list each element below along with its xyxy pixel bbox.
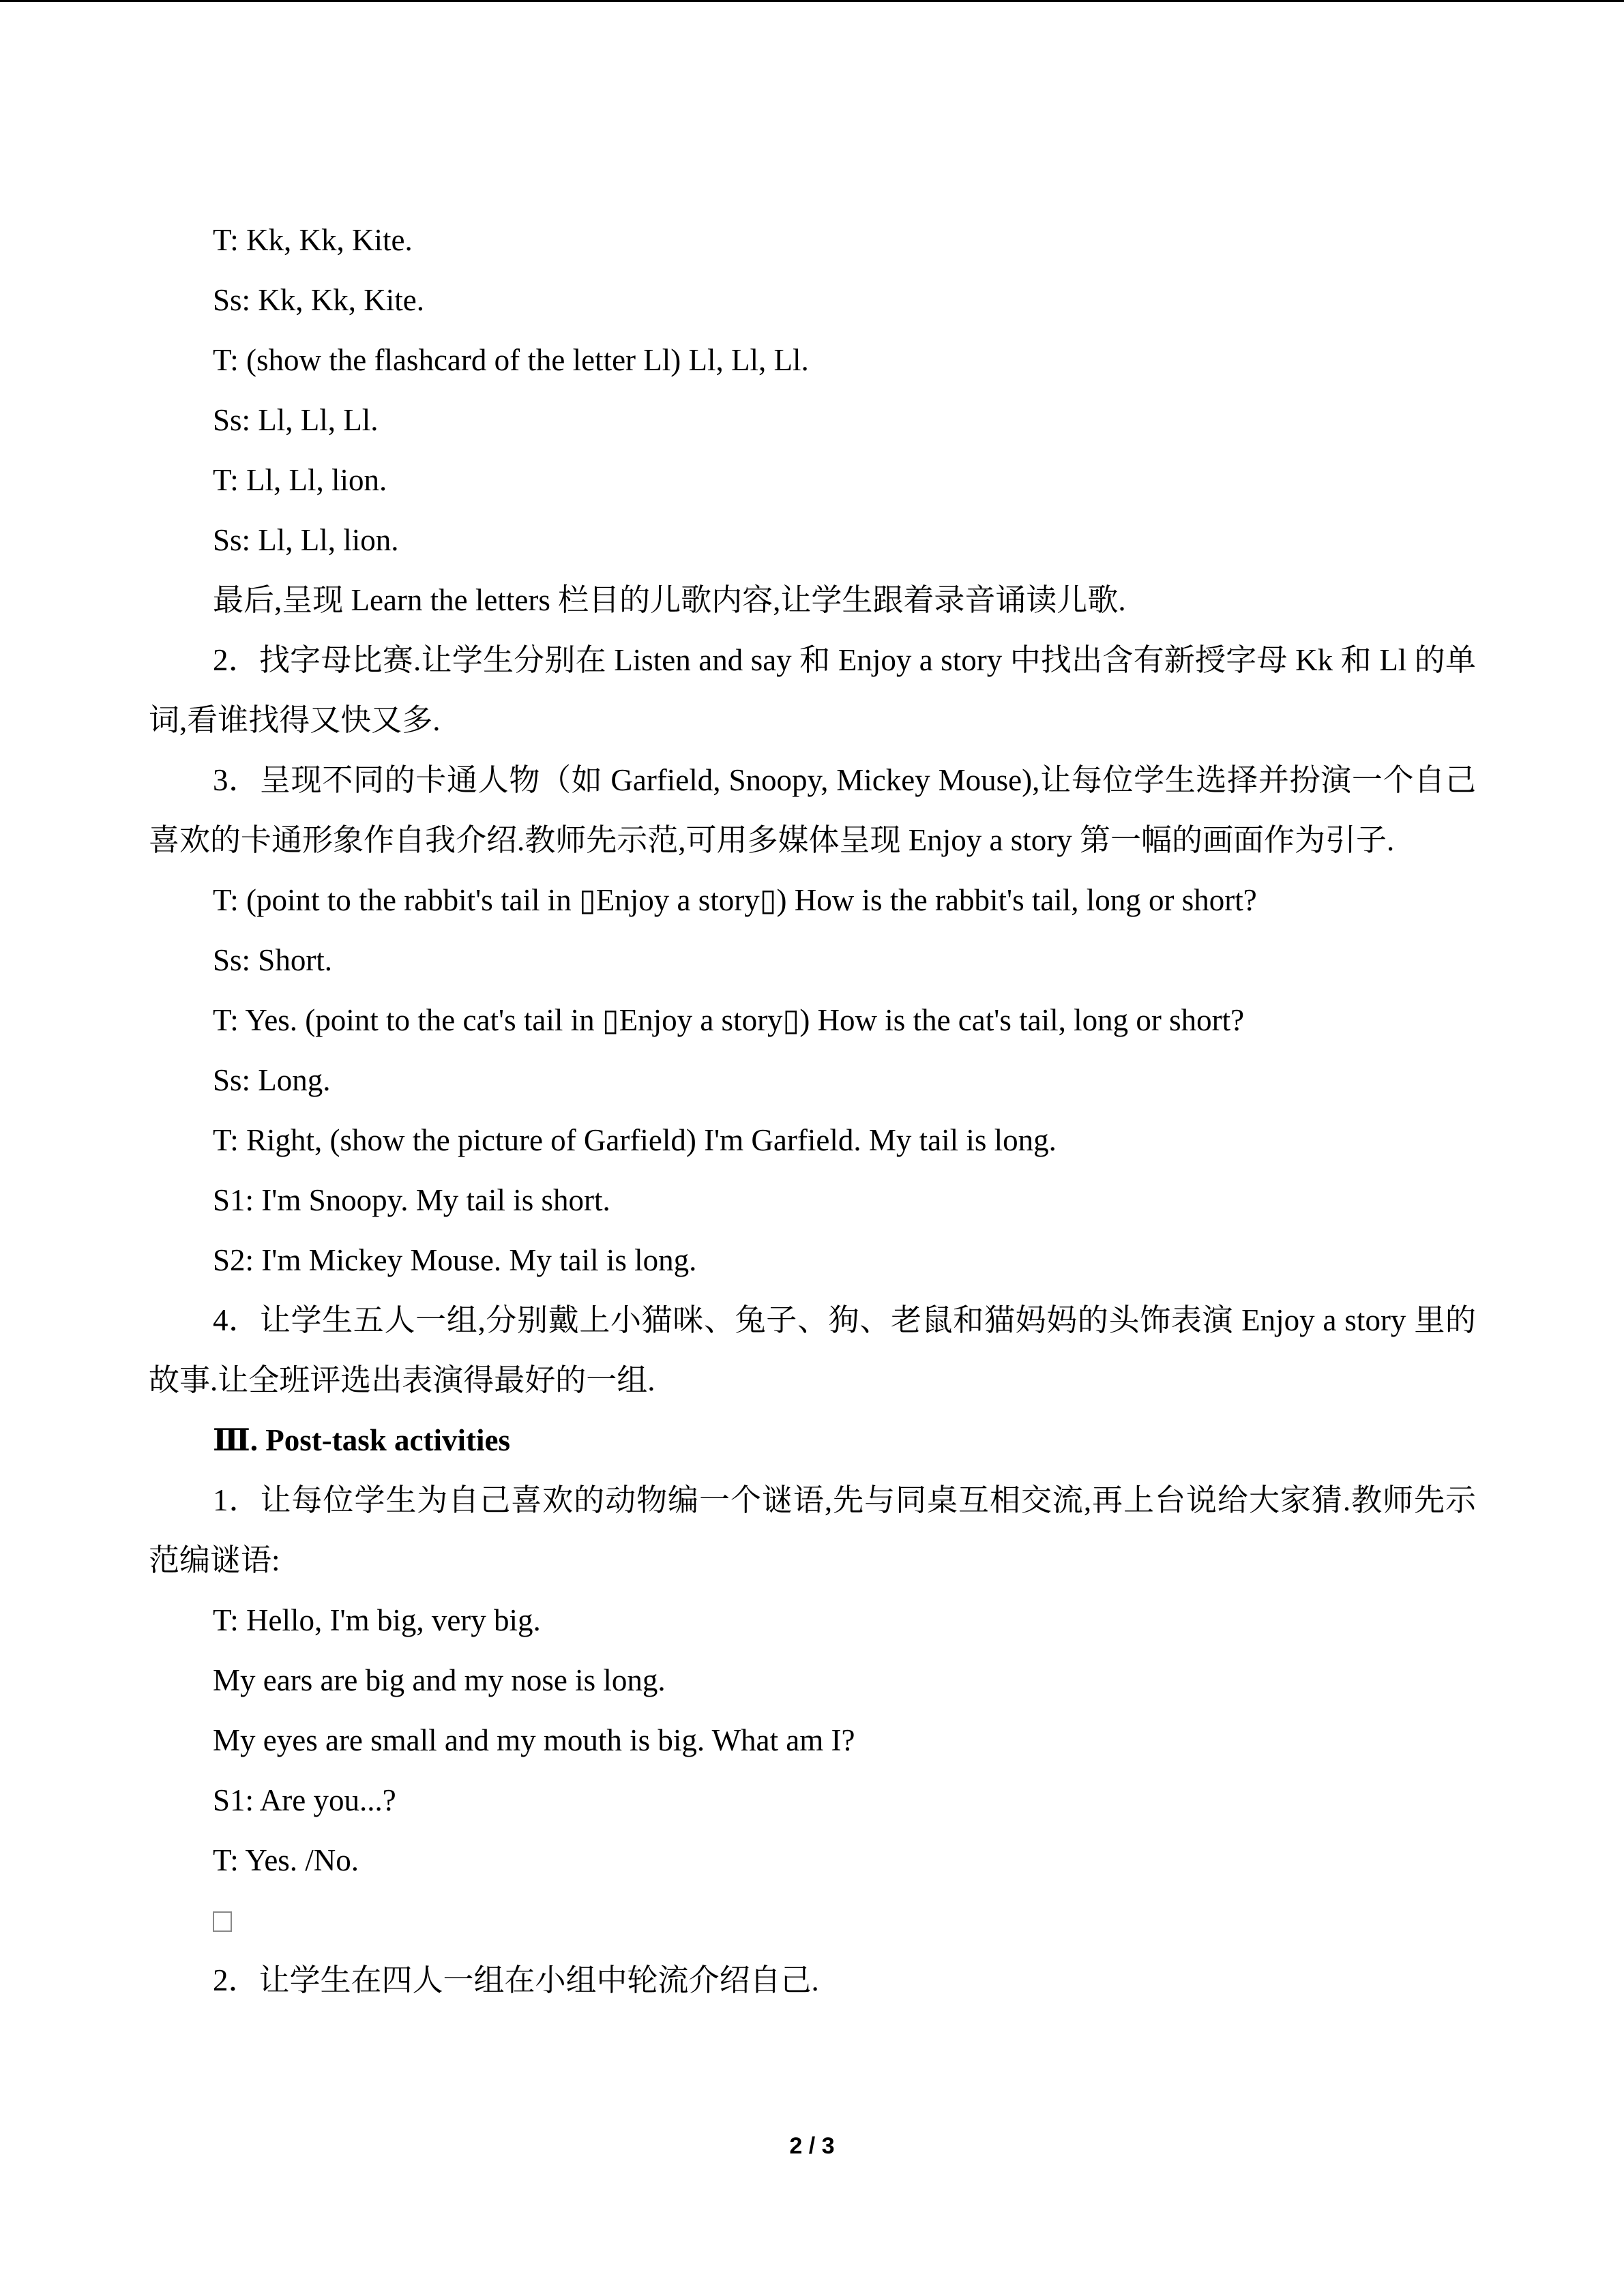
dialogue-line: T: Kk, Kk, Kite. [213,223,413,257]
instruction-line: 最后,呈现 Learn the letters 栏目的儿歌内容,让学生跟着录音诵读儿歌. [213,583,1126,617]
dialogue-line: T: Yes. (point to the cat's tail in ▯Enjoy a story▯) How is the cat's tail, long or short? [213,1003,1245,1037]
dialogue-line: T: Yes. /No. [213,1843,359,1877]
section-heading: Ⅲ. Post-task activities [213,1423,510,1457]
activity-paragraph-4: 4．让学生五人一组,分别戴上小猫咪、兔子、狗、老鼠和猫妈妈的头饰表演 Enjoy a story 里的故事.让全班评选出表演得最好的一组. [149,1303,1476,1397]
riddle-line: My eyes are small and my mouth is big. What am I? [213,1723,855,1757]
activity-paragraph-3: 3．呈现不同的卡通人物（如 Garfield, Snoopy, Mickey Mouse),让每位学生选择并扮演一个自己喜欢的卡通形象作自我介绍.教师先示范,可用多媒体呈现 Enjoy a story 第一幅的画面作为引子. [149,763,1476,857]
missing-glyph-box-icon [213,1911,232,1932]
post-task-paragraph-1: 1．让每位学生为自己喜欢的动物编一个谜语,先与同桌互相交流,再上台说给大家猜.教师先示范编谜语: [149,1483,1476,1577]
dialogue-line: T: Right, (show the picture of Garfield) I'm Garfield. My tail is long. [213,1123,1057,1157]
riddle-line: T: Hello, I'm big, very big. [213,1603,541,1637]
dialogue-line: S2: I'm Mickey Mouse. My tail is long. [213,1243,697,1277]
riddle-line: My ears are big and my nose is long. [213,1663,666,1697]
dialogue-line: S1: Are you...? [213,1783,396,1817]
dialogue-line: T: (show the flashcard of the letter Ll) Ll, Ll, Ll. [213,343,809,377]
dialogue-line: Ss: Long. [213,1063,331,1097]
post-task-paragraph-2: 2．让学生在四人一组在小组中轮流介绍自己. [213,1963,819,1997]
placeholder-glyph-line [149,1890,1476,1950]
document-body [149,210,1476,2010]
dialogue-line: S1: I'm Snoopy. My tail is short. [213,1183,610,1217]
page-number: 2 / 3 [789,2133,835,2159]
dialogue-line: T: Ll, Ll, lion. [213,463,387,497]
top-border-line [0,0,1624,2]
dialogue-line: Ss: Ll, Ll, Ll. [213,403,379,437]
dialogue-line: Ss: Short. [213,943,333,977]
activity-paragraph-2: 2．找字母比赛.让学生分别在 Listen and say 和 Enjoy a story 中找出含有新授字母 Kk 和 Ll 的单词,看谁找得又快又多. [149,643,1476,737]
dialogue-line: Ss: Kk, Kk, Kite. [213,283,425,317]
dialogue-line: T: (point to the rabbit's tail in ▯Enjoy a story▯) How is the rabbit's tail, long or short? [213,883,1257,917]
dialogue-line: Ss: Ll, Ll, lion. [213,523,399,557]
